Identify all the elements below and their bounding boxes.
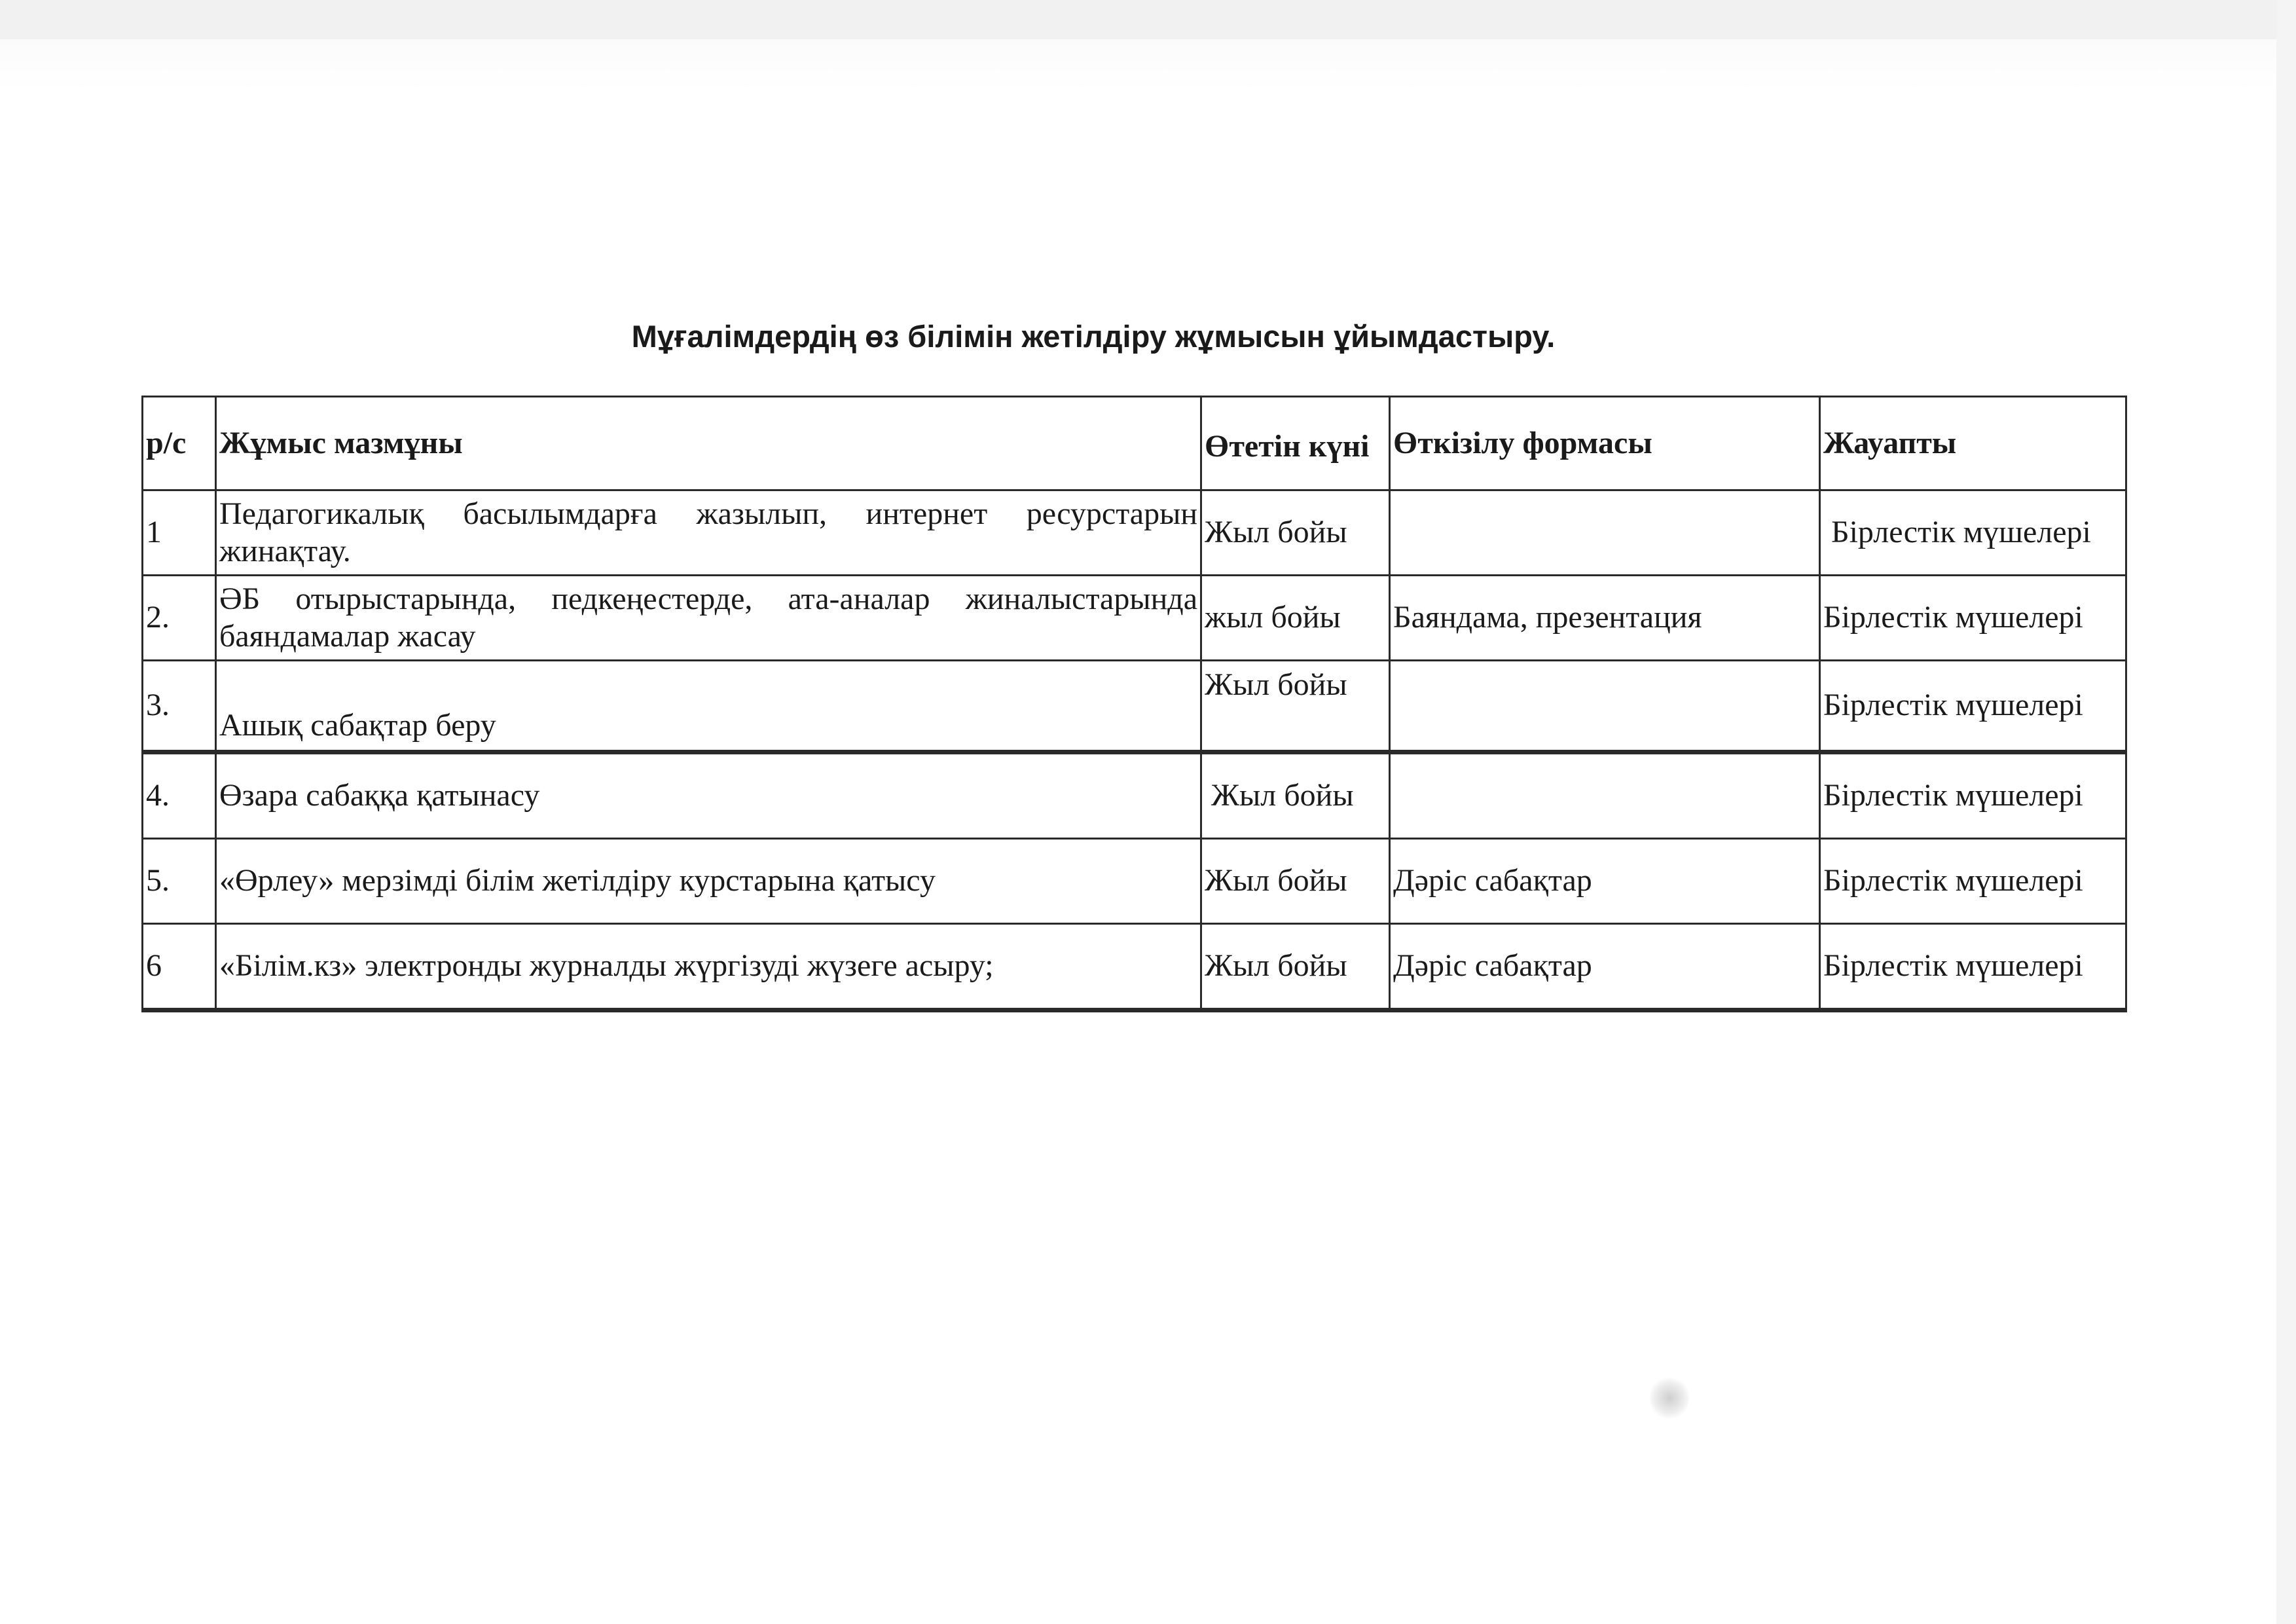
row-content: «Өрлеу» мерзімді білім жетілдіру курстарына қатысу bbox=[216, 839, 1201, 924]
row-num: 2. bbox=[143, 576, 216, 661]
row-form bbox=[1390, 752, 1820, 839]
row-responsible: Бірлестік мүшелері bbox=[1820, 839, 2126, 924]
row-date: Жыл бойы bbox=[1201, 661, 1390, 752]
row-date: Жыл бойы bbox=[1201, 490, 1390, 576]
table-row bbox=[143, 576, 2126, 661]
row-date: Жыл бойы bbox=[1201, 839, 1390, 924]
row-date: Жыл бойы bbox=[1201, 752, 1390, 839]
header-form: Өткізілу формасы bbox=[1390, 397, 1820, 490]
header-content: Жұмыс мазмұны bbox=[216, 397, 1201, 490]
row-responsible: Бірлестік мүшелері bbox=[1820, 490, 2126, 576]
row-responsible: Бірлестік мүшелері bbox=[1820, 576, 2126, 661]
row-num: 5. bbox=[143, 839, 216, 924]
scan-smudge bbox=[1650, 1375, 1689, 1421]
row-num: 4. bbox=[143, 752, 216, 839]
row-num: 6 bbox=[143, 924, 216, 1010]
table-row bbox=[143, 839, 2126, 924]
work-plan-table bbox=[141, 396, 2127, 1012]
row-date: Жыл бойы bbox=[1201, 924, 1390, 1010]
row-form bbox=[1390, 490, 1820, 576]
row-content: Ашық сабақтар беру bbox=[216, 661, 1201, 752]
table-row bbox=[143, 661, 2126, 752]
row-responsible: Бірлестік мүшелері bbox=[1820, 661, 2126, 752]
table-row bbox=[143, 490, 2126, 576]
row-form: Дәріс сабақтар bbox=[1390, 924, 1820, 1010]
row-num: 3. bbox=[143, 661, 216, 752]
row-content: ӘБ отырыстарында, педкеңестерде, ата-аналар жиналыстарында баяндамалар жасау bbox=[216, 576, 1201, 661]
table-row bbox=[143, 924, 2126, 1010]
document-title: Мұғалімдердің өз білімін жетілдіру жұмысын ұйымдастыру. bbox=[631, 319, 1556, 354]
row-content: «Білім.кз» электронды журналды жүргізуді жүзеге асыру; bbox=[216, 924, 1201, 1010]
table-row bbox=[143, 752, 2126, 839]
row-form: Баяндама, презентация bbox=[1390, 576, 1820, 661]
row-date: жыл бойы bbox=[1201, 576, 1390, 661]
row-responsible: Бірлестік мүшелері bbox=[1820, 752, 2126, 839]
row-responsible: Бірлестік мүшелері bbox=[1820, 924, 2126, 1010]
scan-edge-top bbox=[0, 0, 2296, 39]
header-responsible: Жауапты bbox=[1820, 397, 2126, 490]
header-date: Өтетін күні bbox=[1201, 397, 1390, 490]
row-num: 1 bbox=[143, 490, 216, 576]
header-num: р/с bbox=[143, 397, 216, 490]
row-form: Дәріс сабақтар bbox=[1390, 839, 1820, 924]
table-header-row bbox=[143, 397, 2126, 490]
row-content: Өзара сабаққа қатынасу bbox=[216, 752, 1201, 839]
row-content: Педагогикалық басылымдарға жазылып, интернет ресурстарын жинақтау. bbox=[216, 490, 1201, 576]
scan-edge-right bbox=[2276, 0, 2296, 1624]
row-form bbox=[1390, 661, 1820, 752]
